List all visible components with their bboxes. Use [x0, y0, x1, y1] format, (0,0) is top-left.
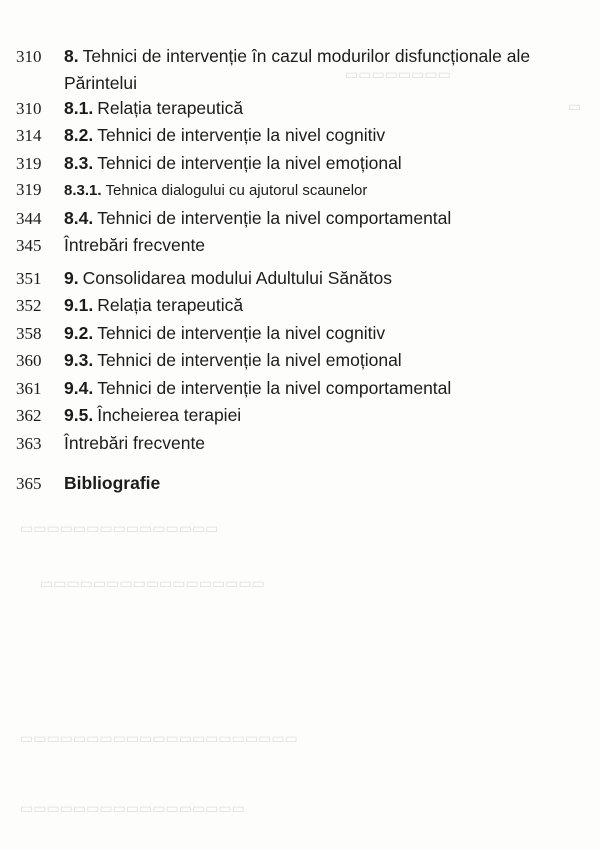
toc-entry[interactable]	[16, 205, 586, 233]
bleed-through: ▭▭▭▭▭▭▭▭▭▭▭▭▭▭▭	[20, 520, 219, 536]
toc-title: Relația terapeutică	[97, 97, 244, 118]
toc-section-number: 9.1.	[64, 295, 94, 315]
toc-page-number: 358	[16, 323, 42, 343]
toc-page-number: 314	[16, 126, 42, 145]
toc-title: Tehnici de intervenție la nivel emoțional	[97, 152, 402, 173]
toc-page-number: 361	[16, 378, 42, 398]
toc-page-number: 360	[16, 351, 42, 370]
toc-title: Tehnici de intervenție la nivel emoțional	[97, 350, 402, 370]
toc-title: Întrebări frecvente	[64, 235, 206, 255]
bleed-through: ▭▭▭▭▭▭▭▭▭▭▭▭▭▭▭▭▭	[40, 575, 265, 591]
toc-page-number: 351	[16, 268, 42, 288]
toc-title: Relația terapeutică	[97, 295, 244, 315]
toc-entry[interactable]	[16, 347, 586, 375]
toc-entry[interactable]	[16, 177, 586, 205]
toc-entry[interactable]	[16, 265, 586, 293]
toc-section-number: 8.3.1.	[64, 182, 102, 199]
toc-page-number: 365	[16, 474, 42, 493]
toc-page-number: 363	[16, 433, 42, 453]
toc-entry[interactable]	[16, 95, 586, 123]
toc-entry[interactable]	[16, 320, 586, 348]
toc-title: Tehnici de intervenție la nivel cognitiv	[97, 322, 386, 343]
toc-section-number: 9.5.	[64, 405, 94, 425]
toc-section-number: 8.2.	[64, 125, 94, 145]
toc-page-number: 310	[16, 98, 42, 118]
toc-title: Tehnici de intervenție la nivel comportamental	[97, 207, 452, 228]
bleed-through: ▭▭▭▭▭▭▭▭▭▭▭▭▭▭▭▭▭	[20, 800, 245, 816]
toc-section-number: 9.4.	[64, 377, 94, 398]
toc-section-number: 9.2.	[64, 322, 94, 343]
table-of-contents	[16, 43, 586, 498]
toc-title: Tehnici de intervenție la nivel comportamental	[97, 377, 452, 398]
toc-title: Încheierea terapiei	[97, 405, 242, 425]
toc-title-continuation: Părintelui	[64, 72, 137, 93]
toc-section-number: 9.3.	[64, 350, 94, 370]
toc-page-number: 310	[16, 47, 42, 66]
toc-title: Bibliografie	[64, 473, 161, 493]
toc-title: Tehnici de intervenție în cazul modurilor disfuncționale ale	[82, 46, 531, 66]
toc-title: Întrebări frecvente	[64, 432, 206, 453]
toc-title: Tehnica dialogului cu ajutorul scaunelor	[105, 182, 368, 199]
toc-section-number: 9.	[64, 267, 79, 288]
toc-section-number: 8.	[64, 46, 79, 66]
toc-page-number: 319	[16, 180, 42, 199]
toc-entry[interactable]	[16, 292, 586, 320]
toc-title: Tehnici de intervenție la nivel cognitiv	[97, 125, 386, 145]
toc-entry[interactable]	[16, 150, 586, 178]
bleed-through: ▭▭▭▭▭▭▭▭▭▭▭▭▭▭▭▭▭▭▭▭▭	[20, 730, 298, 746]
toc-section-number: 8.1.	[64, 97, 94, 118]
toc-entry-bibliography[interactable]	[16, 470, 586, 498]
bleed-through: ▭▭▭▭▭▭▭▭	[345, 66, 451, 82]
toc-entry[interactable]	[16, 232, 586, 260]
toc-entry[interactable]	[16, 43, 586, 71]
toc-entry[interactable]	[16, 122, 586, 150]
toc-entry[interactable]	[16, 375, 586, 403]
toc-page-number: 362	[16, 406, 42, 425]
toc-title: Consolidarea modului Adultului Sănătos	[82, 267, 392, 288]
toc-page-number: 344	[16, 208, 42, 228]
bleed-through: ▭	[568, 98, 582, 114]
toc-page-number: 345	[16, 236, 42, 255]
toc-page-number: 352	[16, 296, 42, 315]
toc-section-number: 8.3.	[64, 152, 94, 173]
toc-section-number: 8.4.	[64, 207, 94, 228]
toc-page-number: 319	[16, 153, 42, 173]
toc-entry[interactable]	[16, 430, 586, 458]
toc-entry[interactable]	[16, 402, 586, 430]
